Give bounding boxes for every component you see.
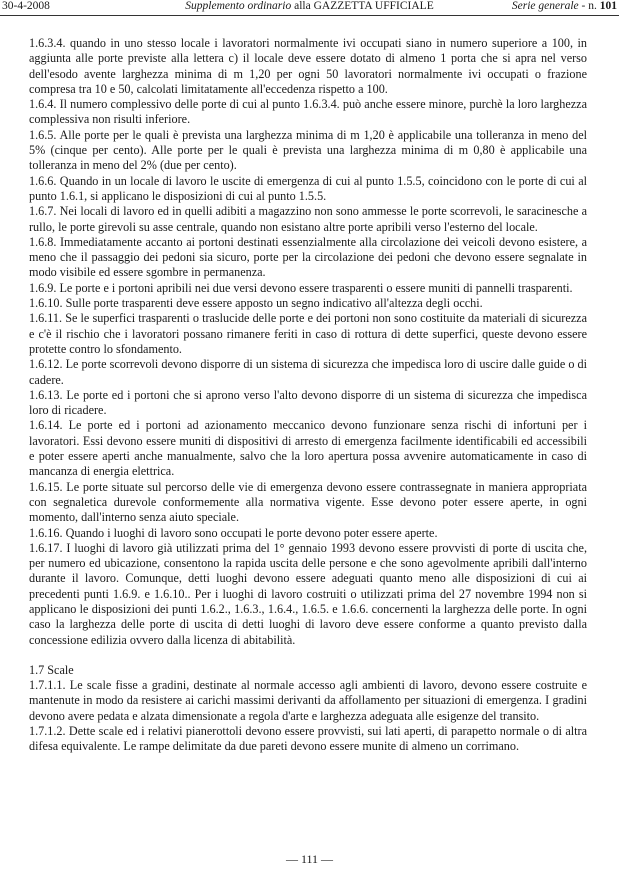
header-gazzetta: GAZZETTA UFFICIALE	[313, 0, 434, 12]
paragraph-1-6-4: 1.6.4. Il numero complessivo delle porte di cui al punto 1.6.3.4. può anche essere minore, purchè la loro larghezza complessiva non risulti inferiore.	[29, 97, 587, 127]
paragraph-1-6-13: 1.6.13. Le porte ed i portoni che si aprono verso l'alto devono disporre di un sistema di sicurezza che impedisca loro di ricadere.	[29, 387, 587, 418]
paragraph-1-6-8: 1.6.8. Immediatamente accanto ai portoni destinati essenzialmente alla circolazione dei veicoli devono esistere, a meno che il passaggio dei pedoni sia sicuro, porte per la circolazione dei pedoni che devono essere segnalate in modo visibile ed essere sgombre in permanenza.	[29, 234, 587, 280]
paragraph-1-6-5: 1.6.5. Alle porte per le quali è prevista una larghezza minima di m 1,20 è applicabile una tolleranza in meno del 5% (cinque per cento). Alle porte per le quali è prevista una larghezza minima di m 0,80 è applicabile una tolleranza in meno del 2% (due per cento).	[29, 127, 587, 173]
document-body	[29, 36, 587, 755]
paragraph-1-6-10: 1.6.10. Sulle porte trasparenti deve essere apposto un segno indicativo all'altezza degli occhi.	[29, 296, 483, 311]
header-serie	[512, 0, 617, 13]
header-serie-label: Serie generale	[511, 0, 579, 12]
header-rule	[0, 15, 619, 16]
header-num-prefix: - n.	[581, 0, 597, 12]
header-issue-number: 101	[599, 0, 617, 12]
paragraph-1-6-3-4: 1.6.3.4. quando in uno stesso locale i lavoratori normalmente ivi occupati siano in numero superiore a 100, in aggiunta alle porte previste alla lettera c) il locale deve essere dotato di almeno 1 porta che si apra nel verso dell'esodo avente larghezza minima di m 1,20 per ogni 50 lavoratori normalmente ivi occupati o frazione compresa tra 10 e 50, calcolati limitatamente all'eccedenza rispetto a 100.	[29, 36, 587, 96]
paragraph-1-6-16: 1.6.16. Quando i luoghi di lavoro sono occupati le porte devono poter essere aperte.	[29, 525, 438, 540]
paragraph-1-6-6: 1.6.6. Quando in un locale di lavoro le uscite di emergenza di cui al punto 1.5.5, coincidono con le porte di cui al punto 1.6.1, si applicano le disposizioni di cui al punto 1.5.5.	[29, 173, 587, 203]
header-alla: alla	[294, 0, 311, 12]
paragraph-1-6-9: 1.6.9. Le porte e i portoni apribili nei due versi devono essere trasparenti o essere muniti di pannelli trasparenti.	[29, 280, 573, 295]
page-number: — 111 —	[285, 852, 334, 866]
paragraph-1-6-15: 1.6.15. Le porte situate sul percorso delle vie di emergenza devono essere contrassegnate in maniera appropriata con segnaletica durevole conformemente alla normativa vigente. Esse devono poter essere aperte, in ogni momento, dall'interno senza aiuto speciale.	[29, 479, 587, 525]
paragraph-1-6-7: 1.6.7. Nei locali di lavoro ed in quelli adibiti a magazzino non sono ammesse le porte scorrevoli, le saracinesche a rullo, le porte girevoli su asse centrale, quando non esistano altre porte apribili verso l'esterno del locale.	[29, 204, 587, 234]
paragraph-1-7-1-1: 1.7.1.1. Le scale fisse a gradini, destinate al normale accesso agli ambienti di lavoro, devono essere costruite e mantenute in modo da resistere ai carichi massimi derivanti da affollamento per situazioni di emergenza. I gradini devono avere pedata e alzata dimensionate a regola d'arte e larghezza adeguata alle esigenze del transito.	[29, 678, 587, 723]
paragraph-1-6-12: 1.6.12. Le porte scorrevoli devono disporre di un sistema di sicurezza che impedisca loro di uscire dalle guide o di cadere.	[29, 357, 587, 387]
section-title: 1.7 Scale	[29, 662, 74, 677]
page-header	[0, 0, 619, 14]
header-supplemento: Supplemento ordinario	[185, 0, 292, 12]
paragraph-1-6-17: 1.6.17. I luoghi di lavoro già utilizzati prima del 1° gennaio 1993 devono essere provvisti di porte di uscita che, per numero ed ubicazione, consentono la rapida uscita delle persone e che sono agevolmente apribili dall'interno durante il lavoro. Comunque, detti luoghi devono essere adeguati quanto meno alle disposizioni di cui ai precedenti punti 1.6.9. e 1.6.10.. Per i luoghi di lavoro costruiti o utilizzati prima del 27 novembre 1994 non si applicano le disposizioni dei punti 1.6.2., 1.6.3., 1.6.4., 1.6.5. e 1.6.6. concernenti la larghezza delle porte. In ogni caso la larghezza delle porte di uscita di detti luoghi di lavoro deve essere conforme a quanto previsto dalla concessione edilizia ovvero dalla licenza di abitabilità.	[29, 540, 587, 647]
header-date: 30-4-2008	[2, 0, 50, 12]
paragraph-1-6-11: 1.6.11. Se le superfici trasparenti o traslucide delle porte e dei portoni non sono costituite da materiali di sicurezza e c'è il rischio che i lavoratori possano rimanere feriti in caso di rottura di dette superfici, queste devono essere protette contro lo sfondamento.	[29, 311, 587, 356]
paragraph-1-6-14: 1.6.14. Le porte ed i portoni ad azionamento meccanico devono funzionare senza rischi di infortuni per i lavoratori. Essi devono essere muniti di dispositivi di arresto di emergenza facilmente identificabili ed accessibili e poter essere aperti anche manualmente, salvo che la loro apertura possa avvenire automaticamente in caso di mancanza di energia elettrica.	[29, 418, 587, 479]
paragraph-1-7-1-2: 1.7.1.2. Dette scale ed i relativi pianerottoli devono essere provvisti, sui lati aperti, di parapetto normale o di altra difesa equivalente. Le rampe delimitate da due pareti devono essere munite di almeno un corrimano.	[29, 724, 587, 754]
